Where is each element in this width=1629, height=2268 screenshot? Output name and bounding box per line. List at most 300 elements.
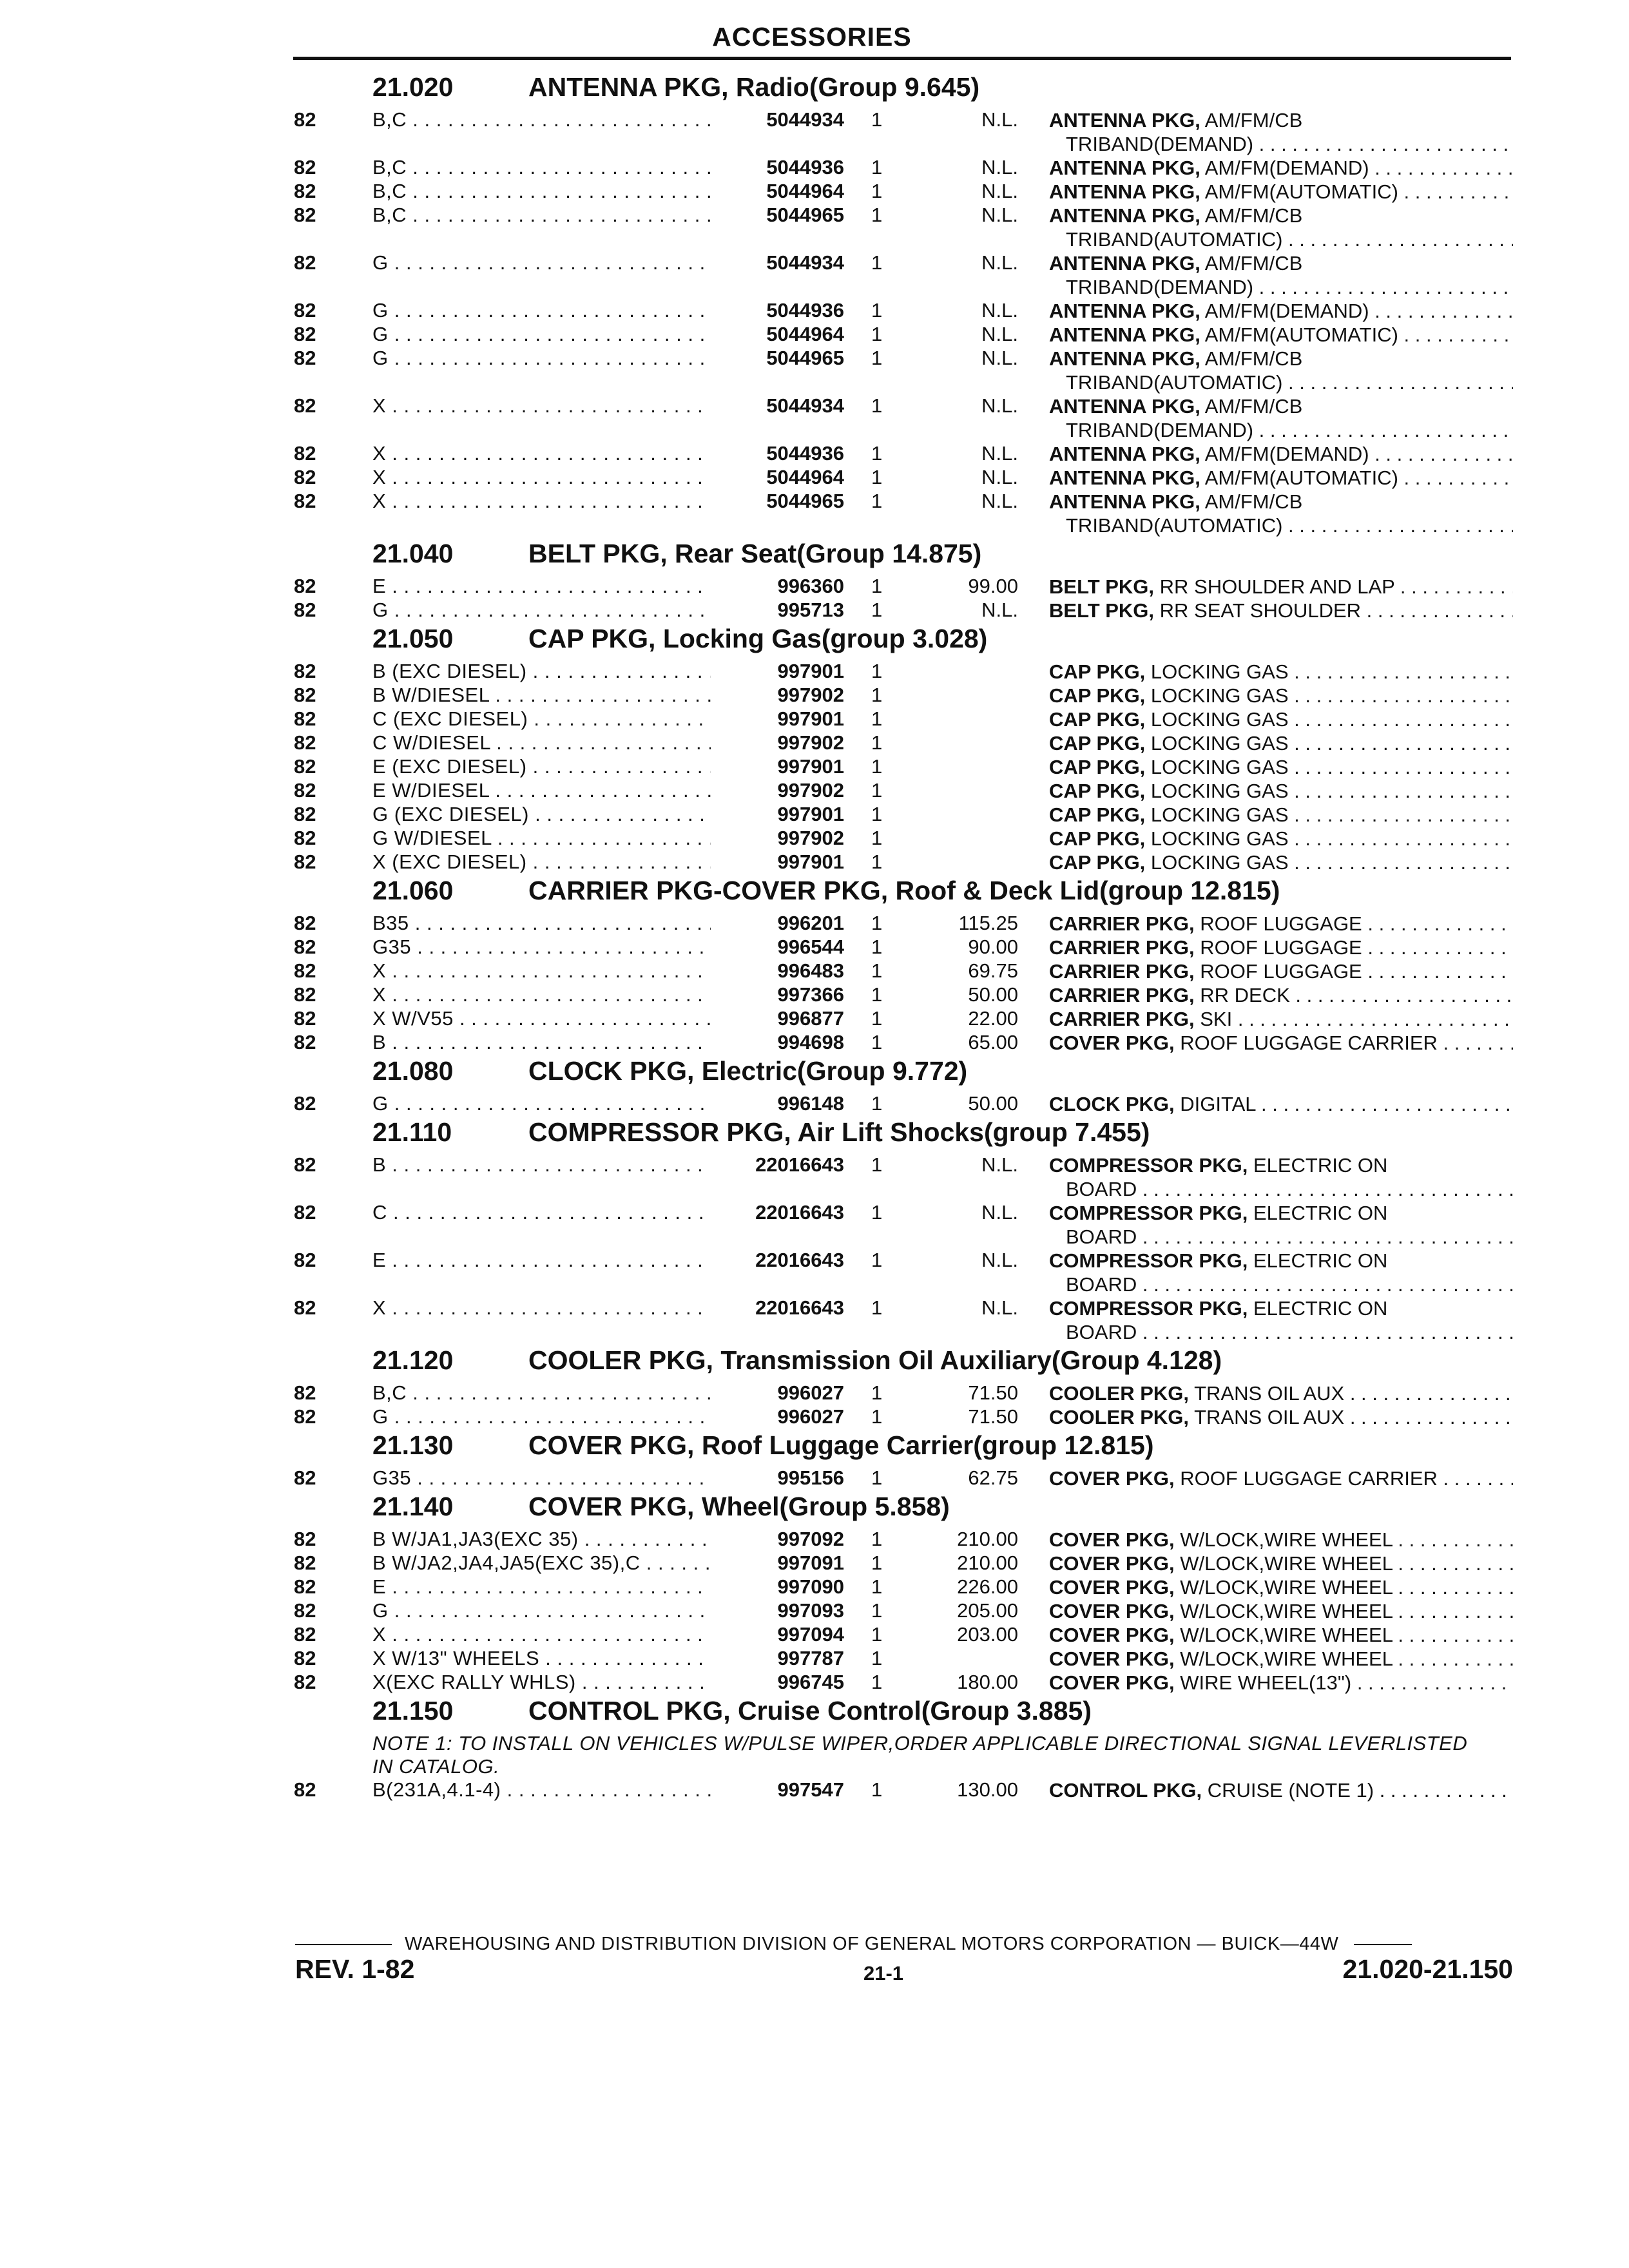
description-name: ANTENNA PKG,: [1049, 180, 1200, 203]
part-number: 997901: [777, 803, 844, 825]
description-continuation: BOARD . . .: [1049, 1273, 1513, 1296]
description: [1049, 575, 1513, 599]
description-name: COVER PKG,: [1049, 1624, 1175, 1646]
section-title: COMPRESSOR PKG, Air Lift Shocks(group 7.455): [528, 1117, 1150, 1147]
section-number: 21.130: [372, 1430, 454, 1460]
model-year: 82: [294, 1405, 316, 1428]
model-year: 82: [294, 707, 316, 730]
part-number: 5044936: [766, 299, 844, 322]
description-line: [1049, 1778, 1513, 1802]
price: N.L.: [981, 180, 1018, 202]
model-code: G . . .: [372, 251, 711, 274]
description-name: COMPRESSOR PKG,: [1049, 1154, 1248, 1177]
price: 50.00: [968, 983, 1018, 1006]
description: [1049, 1249, 1513, 1296]
price: N.L.: [981, 251, 1018, 274]
part-number: 5044964: [766, 180, 844, 202]
description-continuation: TRIBAND(AUTOMATIC) . . .: [1049, 370, 1513, 394]
catalog-section: [0, 1344, 1629, 1429]
part-number: 997094: [777, 1623, 844, 1646]
description-line: [1049, 936, 1513, 959]
table-row: [0, 599, 1629, 622]
description-name: COVER PKG,: [1049, 1576, 1175, 1599]
description: [1049, 490, 1513, 537]
price: N.L.: [981, 394, 1018, 417]
description-line: [1049, 684, 1513, 707]
part-number: 996148: [777, 1092, 844, 1115]
description-name: CARRIER PKG,: [1049, 912, 1195, 935]
description-detail: RR DECK: [1194, 984, 1290, 1006]
price: 50.00: [968, 1092, 1018, 1115]
model-code: B . . .: [372, 1153, 711, 1177]
description-line: [1049, 1296, 1513, 1320]
description-detail: ELECTRIC ON: [1248, 1249, 1388, 1272]
description: [1049, 180, 1513, 204]
description-line: [1049, 599, 1513, 622]
revision-label: REV. 1-82: [295, 1954, 415, 1984]
model-year: 82: [294, 850, 316, 873]
table-row: [0, 180, 1629, 204]
model-year: 82: [294, 347, 316, 369]
description-name: CARRIER PKG,: [1049, 1008, 1195, 1030]
part-number: 22016643: [755, 1296, 844, 1319]
section-title: CARRIER PKG-COVER PKG, Roof & Deck Lid(group 12.815): [528, 876, 1280, 905]
description-line: [1049, 1575, 1513, 1599]
part-number: 997092: [777, 1528, 844, 1550]
model-year: 82: [294, 803, 316, 825]
description-line: [1049, 755, 1513, 779]
description-line: [1049, 108, 1513, 132]
description-line: [1049, 779, 1513, 803]
description: [1049, 684, 1513, 707]
model-year: 82: [294, 204, 316, 226]
description-line: [1049, 466, 1513, 490]
catalog-section: [0, 537, 1629, 622]
model-code: B35 . . .: [372, 912, 711, 935]
quantity: 1: [871, 1552, 883, 1574]
price: N.L.: [981, 599, 1018, 621]
section-header: [0, 71, 1629, 108]
table-row: [0, 575, 1629, 599]
part-number: 996877: [777, 1007, 844, 1030]
model-year: 82: [294, 1599, 316, 1622]
model-year: 82: [294, 1778, 316, 1801]
description-name: COMPRESSOR PKG,: [1049, 1297, 1248, 1320]
quantity: 1: [871, 1296, 883, 1319]
part-number: 997091: [777, 1552, 844, 1574]
model-year: 82: [294, 936, 316, 958]
price: N.L.: [981, 299, 1018, 322]
description-name: COVER PKG,: [1049, 1528, 1175, 1551]
description-name: ANTENNA PKG,: [1049, 347, 1200, 370]
description: [1049, 827, 1513, 850]
description: [1049, 442, 1513, 466]
model-code: X . . .: [372, 442, 711, 465]
part-number: 22016643: [755, 1249, 844, 1271]
quantity: 1: [871, 1466, 883, 1489]
description-name: COVER PKG,: [1049, 1648, 1175, 1670]
quantity: 1: [871, 1031, 883, 1053]
description-name: COMPRESSOR PKG,: [1049, 1249, 1248, 1272]
price: 130.00: [957, 1778, 1018, 1801]
description: [1049, 1778, 1513, 1802]
model-code: B,C . . .: [372, 1381, 711, 1405]
price: 205.00: [957, 1599, 1018, 1622]
model-code: X . . .: [372, 983, 711, 1006]
table-row: [0, 1249, 1629, 1296]
table-row: [0, 755, 1629, 779]
model-code: G W/DIESEL . . .: [372, 827, 711, 850]
part-number: 995713: [777, 599, 844, 621]
section-header: [0, 1490, 1629, 1528]
description: [1049, 251, 1513, 299]
description: [1049, 1647, 1513, 1671]
description-line: [1049, 1466, 1513, 1490]
footer-rule-left: [295, 1944, 392, 1945]
description-name: COOLER PKG,: [1049, 1406, 1190, 1428]
model-code: G35 . . .: [372, 1466, 711, 1490]
description-name: CARRIER PKG,: [1049, 984, 1195, 1006]
description-line: [1049, 827, 1513, 850]
price: 90.00: [968, 936, 1018, 958]
quantity: 1: [871, 204, 883, 226]
description-name: CAP PKG,: [1049, 660, 1146, 683]
table-row: [0, 1381, 1629, 1405]
description-line: [1049, 1405, 1513, 1429]
part-number: 996745: [777, 1671, 844, 1693]
model-code: B W/JA2,JA4,JA5(EXC 35),C . . .: [372, 1552, 711, 1575]
description-detail: W/LOCK,WIRE WHEEL: [1174, 1528, 1393, 1551]
model-code: E . . .: [372, 1575, 711, 1599]
description: [1049, 1623, 1513, 1647]
description-detail: ROOF LUGGAGE: [1194, 960, 1362, 983]
description-detail: LOCKING GAS: [1145, 780, 1289, 802]
model-year: 82: [294, 1623, 316, 1646]
description-name: CAP PKG,: [1049, 708, 1146, 731]
model-code: X W/V55 . . .: [372, 1007, 711, 1030]
catalog-section: [0, 1490, 1629, 1695]
quantity: 1: [871, 827, 883, 849]
part-number: 997902: [777, 827, 844, 849]
quantity: 1: [871, 983, 883, 1006]
model-year: 82: [294, 983, 316, 1006]
description-continuation: BOARD . . .: [1049, 1177, 1513, 1201]
part-number: 997902: [777, 779, 844, 802]
model-year: 82: [294, 599, 316, 621]
part-number: 996201: [777, 912, 844, 934]
header-rule: [293, 57, 1511, 60]
price: N.L.: [981, 156, 1018, 178]
table-row: [0, 108, 1629, 156]
description-name: CONTROL PKG,: [1049, 1779, 1202, 1802]
table-row: [0, 983, 1629, 1007]
description-name: COVER PKG,: [1049, 1467, 1175, 1490]
section-title: CAP PKG, Locking Gas(group 3.028): [528, 624, 988, 653]
description-continuation: BOARD . . .: [1049, 1225, 1513, 1249]
table-row: [0, 1031, 1629, 1055]
description-line: [1049, 575, 1513, 599]
part-number: 997787: [777, 1647, 844, 1669]
section-header: [0, 1429, 1629, 1466]
table-row: [0, 1778, 1629, 1802]
description: [1049, 936, 1513, 959]
description-detail: AM/FM/CB: [1200, 204, 1303, 227]
description: [1049, 755, 1513, 779]
price: 22.00: [968, 1007, 1018, 1030]
model-year: 82: [294, 466, 316, 488]
section-title: CLOCK PKG, Electric(Group 9.772): [528, 1056, 968, 1086]
description-detail: TRANS OIL AUX: [1189, 1406, 1345, 1428]
description: [1049, 779, 1513, 803]
quantity: 1: [871, 1007, 883, 1030]
page-title: ACCESSORIES: [712, 22, 912, 52]
description-line: [1049, 347, 1513, 370]
part-number: 997901: [777, 660, 844, 682]
model-code: X W/13" WHEELS . . .: [372, 1647, 711, 1670]
description-name: COVER PKG,: [1049, 1552, 1175, 1575]
section-title: BELT PKG, Rear Seat(Group 14.875): [528, 539, 982, 568]
section-header: [0, 1344, 1629, 1381]
price: N.L.: [981, 1249, 1018, 1271]
table-row: [0, 1623, 1629, 1647]
description-detail: AM/FM(DEMAND): [1200, 443, 1369, 465]
section-title: CONTROL PKG, Cruise Control(Group 3.885): [528, 1696, 1092, 1725]
description-continuation: TRIBAND(AUTOMATIC) . . .: [1049, 514, 1513, 537]
part-number: 22016643: [755, 1201, 844, 1224]
table-row: [0, 660, 1629, 684]
section-number: 21.050: [372, 624, 454, 653]
description-name: CAP PKG,: [1049, 780, 1146, 802]
description-detail: AM/FM/CB: [1200, 490, 1303, 513]
description-name: CAP PKG,: [1049, 803, 1146, 826]
description: [1049, 803, 1513, 827]
model-year: 82: [294, 1153, 316, 1176]
description: [1049, 1671, 1513, 1695]
description-detail: SKI: [1194, 1008, 1233, 1030]
model-year: 82: [294, 684, 316, 706]
description-name: BELT PKG,: [1049, 599, 1155, 622]
table-row: [0, 707, 1629, 731]
table-row: [0, 1575, 1629, 1599]
description-line: [1049, 1528, 1513, 1552]
price: 210.00: [957, 1552, 1018, 1574]
part-number: 5044934: [766, 108, 844, 131]
model-year: 82: [294, 490, 316, 512]
description: [1049, 731, 1513, 755]
price: N.L.: [981, 1201, 1018, 1224]
section-number: 21.110: [372, 1117, 452, 1147]
description-line: [1049, 442, 1513, 466]
table-row: [0, 490, 1629, 537]
table-row: [0, 1201, 1629, 1249]
part-number: 997902: [777, 684, 844, 706]
description: [1049, 204, 1513, 251]
description-line: [1049, 983, 1513, 1007]
section-number: 21.080: [372, 1056, 454, 1086]
model-year: 82: [294, 323, 316, 345]
table-row: [0, 731, 1629, 755]
quantity: 1: [871, 779, 883, 802]
table-row: [0, 1007, 1629, 1031]
quantity: 1: [871, 803, 883, 825]
section-number: 21.060: [372, 876, 454, 905]
quantity: 1: [871, 442, 883, 465]
description-name: COVER PKG,: [1049, 1032, 1175, 1054]
description-detail: LOCKING GAS: [1145, 756, 1289, 778]
model-code: X . . .: [372, 1623, 711, 1646]
table-row: [0, 323, 1629, 347]
description-name: ANTENNA PKG,: [1049, 323, 1200, 346]
model-year: 82: [294, 755, 316, 778]
model-code: C (EXC DIESEL) . . .: [372, 707, 711, 731]
part-number: 22016643: [755, 1153, 844, 1176]
part-number: 997901: [777, 850, 844, 873]
catalog-section: [0, 874, 1629, 1055]
description: [1049, 1007, 1513, 1031]
model-code: B . . .: [372, 1031, 711, 1054]
part-number: 5044936: [766, 156, 844, 178]
part-number: 5044965: [766, 347, 844, 369]
section-title: COVER PKG, Roof Luggage Carrier(group 12.815): [528, 1430, 1154, 1460]
model-code: B,C . . .: [372, 180, 711, 203]
description: [1049, 707, 1513, 731]
description-detail: ELECTRIC ON: [1248, 1154, 1388, 1177]
page-number: 21-1: [863, 1962, 904, 1984]
quantity: 1: [871, 323, 883, 345]
quantity: 1: [871, 394, 883, 417]
description-detail: LOCKING GAS: [1145, 732, 1289, 754]
table-row: [0, 204, 1629, 251]
section-header: [0, 1695, 1629, 1732]
description: [1049, 912, 1513, 936]
price: N.L.: [981, 108, 1018, 131]
quantity: 1: [871, 1405, 883, 1428]
description-detail: AM/FM/CB: [1200, 252, 1303, 274]
section-header: [0, 1055, 1629, 1092]
quantity: 1: [871, 707, 883, 730]
description-line: [1049, 1671, 1513, 1695]
model-year: 82: [294, 827, 316, 849]
quantity: 1: [871, 1599, 883, 1622]
description-name: COVER PKG,: [1049, 1671, 1175, 1694]
description: [1049, 1528, 1513, 1552]
description-name: ANTENNA PKG,: [1049, 466, 1200, 489]
table-row: [0, 1599, 1629, 1623]
table-row: [0, 779, 1629, 803]
description-detail: ROOF LUGGAGE CARRIER: [1174, 1467, 1438, 1490]
description-detail: AM/FM(DEMAND): [1200, 300, 1369, 322]
price: 71.50: [968, 1405, 1018, 1428]
description: [1049, 599, 1513, 622]
description: [1049, 1201, 1513, 1249]
model-code: X . . .: [372, 959, 711, 983]
description-detail: WIRE WHEEL(13"): [1174, 1671, 1352, 1694]
quantity: 1: [871, 1528, 883, 1550]
description-line: [1049, 850, 1513, 874]
description-line: [1049, 1647, 1513, 1671]
catalog-section: [0, 71, 1629, 537]
part-number: 996027: [777, 1405, 844, 1428]
quantity: 1: [871, 575, 883, 597]
description: [1049, 1092, 1513, 1116]
price: N.L.: [981, 204, 1018, 226]
price: N.L.: [981, 466, 1018, 488]
description-line: [1049, 1249, 1513, 1273]
price: N.L.: [981, 1153, 1018, 1176]
part-number: 997093: [777, 1599, 844, 1622]
description-name: ANTENNA PKG,: [1049, 395, 1200, 418]
quantity: 1: [871, 1201, 883, 1224]
quantity: 1: [871, 156, 883, 178]
price: 65.00: [968, 1031, 1018, 1053]
description-name: CAP PKG,: [1049, 827, 1146, 850]
table-row: [0, 1647, 1629, 1671]
price: N.L.: [981, 1296, 1018, 1319]
description-detail: LOCKING GAS: [1145, 803, 1289, 826]
model-year: 82: [294, 1466, 316, 1489]
quantity: 1: [871, 936, 883, 958]
description-detail: CRUISE (NOTE 1): [1202, 1779, 1374, 1802]
model-year: 82: [294, 251, 316, 274]
section-note: NOTE 1: TO INSTALL ON VEHICLES W/PULSE WIPER,ORDER APPLICABLE DIRECTIONAL SIGNAL LEVERLISTED IN CATALOG.: [372, 1732, 1468, 1778]
model-code: B,C . . .: [372, 108, 711, 131]
footer-division: [295, 1934, 1513, 1955]
price: 62.75: [968, 1466, 1018, 1489]
table-row: [0, 1528, 1629, 1552]
description-name: COMPRESSOR PKG,: [1049, 1202, 1248, 1224]
model-year: 82: [294, 299, 316, 322]
table-row: [0, 1296, 1629, 1344]
quantity: 1: [871, 180, 883, 202]
part-number: 997901: [777, 755, 844, 778]
model-code: E (EXC DIESEL) . . .: [372, 755, 711, 778]
description: [1049, 1031, 1513, 1055]
description-name: CAP PKG,: [1049, 732, 1146, 754]
description-detail: AM/FM/CB: [1200, 395, 1303, 418]
model-year: 82: [294, 959, 316, 982]
table-row: [0, 827, 1629, 850]
description-detail: ELECTRIC ON: [1248, 1297, 1388, 1320]
model-year: 82: [294, 1296, 316, 1319]
quantity: 1: [871, 1381, 883, 1404]
description-detail: W/LOCK,WIRE WHEEL: [1174, 1624, 1393, 1646]
quantity: 1: [871, 1671, 883, 1693]
description-line: [1049, 1201, 1513, 1225]
quantity: 1: [871, 1778, 883, 1801]
description-line: [1049, 731, 1513, 755]
footer-rule-right: [1354, 1944, 1412, 1945]
description: [1049, 323, 1513, 347]
model-year: 82: [294, 660, 316, 682]
model-code: B W/DIESEL . . .: [372, 684, 711, 707]
model-code: X . . .: [372, 394, 711, 418]
model-code: X . . .: [372, 466, 711, 489]
description-line: [1049, 1623, 1513, 1647]
model-code: B(231A,4.1-4) . . .: [372, 1778, 711, 1802]
quantity: 1: [871, 1249, 883, 1271]
table-row: [0, 1092, 1629, 1116]
table-row: [0, 1153, 1629, 1201]
description-line: [1049, 707, 1513, 731]
model-year: 82: [294, 1528, 316, 1550]
catalog-section: [0, 1429, 1629, 1490]
description-name: ANTENNA PKG,: [1049, 300, 1200, 322]
section-number: 21.150: [372, 1696, 454, 1725]
description-line: [1049, 959, 1513, 983]
description-detail: W/LOCK,WIRE WHEEL: [1174, 1552, 1393, 1575]
description-name: CLOCK PKG,: [1049, 1093, 1175, 1115]
description: [1049, 347, 1513, 394]
